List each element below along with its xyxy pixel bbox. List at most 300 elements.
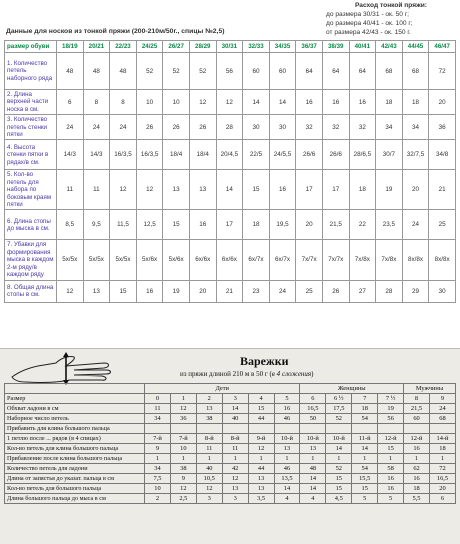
socks-table (4, 40, 456, 303)
socks-row-label: 4. Высота стенки пятки в рядах/в см. (5, 140, 57, 170)
socks-cell: 26 (322, 280, 349, 302)
shoe-size-label: размер обуви (5, 41, 57, 53)
mittens-cell: 48 (300, 464, 326, 474)
mittens-cell: 10-й (274, 434, 300, 444)
socks-cell: 18 (243, 210, 270, 240)
mittens-cell: 14-й (429, 434, 455, 444)
socks-cell: 10 (136, 90, 163, 115)
mittens-row-label: Кол-во петель для большого пальца (5, 484, 145, 494)
mitten-size: 1 (170, 394, 196, 404)
mittens-cell: 1 (248, 454, 274, 464)
socks-cell: 30 (243, 115, 270, 140)
socks-header-row (5, 41, 456, 53)
mittens-cell: 15 (326, 474, 352, 484)
mitten-size: 3 (222, 394, 248, 404)
socks-cell: 20/4,5 (216, 140, 243, 170)
size-label: Размер (5, 394, 145, 404)
mitten-size: 7 ½ (378, 394, 404, 404)
mitten-size: 2 (196, 394, 222, 404)
mittens-cell: 13 (196, 404, 222, 414)
socks-cell: 5x/5x (83, 240, 110, 280)
mittens-table (4, 383, 456, 504)
socks-row-label: 6. Длина стопы до мыска в см. (5, 210, 57, 240)
mittens-cell: 72 (429, 464, 455, 474)
socks-cell: 14 (243, 90, 270, 115)
mitten-size: 0 (145, 394, 171, 404)
socks-row-label: 5. Кол-во петель для набора по боковым краям пятки (5, 170, 57, 210)
mittens-cell: 42 (222, 464, 248, 474)
mittens-table-row (5, 484, 456, 494)
socks-cell: 15 (243, 170, 270, 210)
mittens-cell: 1 (404, 454, 430, 464)
shoe-size-18-19: 18/19 (57, 41, 84, 53)
socks-cell: 30/7 (376, 140, 403, 170)
socks-cell: 19,5 (269, 210, 296, 240)
shoe-size-44-45: 44/45 (402, 41, 429, 53)
mittens-cell: 56 (378, 414, 404, 424)
mittens-cell: 11 (145, 404, 171, 414)
mittens-cell: 15 (352, 484, 378, 494)
mitten-size: 7 (352, 394, 378, 404)
mittens-row-label: Количество петель для ладони (5, 464, 145, 474)
mittens-cell: 19 (378, 404, 404, 414)
mittens-cell: 46 (274, 414, 300, 424)
mittens-cell: 16 (274, 404, 300, 414)
mitten-size: 6 ½ (326, 394, 352, 404)
socks-cell: 12 (189, 90, 216, 115)
mittens-cell: 3 (196, 494, 222, 504)
socks-cell: 32 (349, 115, 376, 140)
socks-cell: 16 (349, 90, 376, 115)
mittens-cell: 1 (378, 454, 404, 464)
mittens-cell: 20 (429, 484, 455, 494)
mittens-cell: 10 (170, 444, 196, 454)
mittens-cell: 1 (222, 454, 248, 464)
mittens-table-row (5, 414, 456, 424)
mittens-cell: 44 (248, 464, 274, 474)
mittens-cell (404, 424, 430, 434)
socks-cell: 16 (136, 280, 163, 302)
mittens-cell: 1 (300, 454, 326, 464)
socks-row-label: 3. Количество петель стенки пятки (5, 115, 57, 140)
mittens-row-label: Наборное число петель (5, 414, 145, 424)
mittens-cell: 62 (404, 464, 430, 474)
shoe-size-34-35: 34/35 (269, 41, 296, 53)
socks-cell: 12 (136, 170, 163, 210)
mittens-cell: 14 (222, 404, 248, 414)
mittens-cell: 16,5 (300, 404, 326, 414)
socks-cell: 12,5 (136, 210, 163, 240)
socks-cell: 15 (110, 280, 137, 302)
mittens-subtitle: из пряжи длиной 210 м в 50 г (в 4 сложения) (180, 370, 314, 378)
mittens-cell: 17,5 (326, 404, 352, 414)
socks-cell: 10 (163, 90, 190, 115)
socks-row-label: 8. Общая длина стопы в см. (5, 280, 57, 302)
socks-cell: 32 (322, 115, 349, 140)
group-children: Дети (145, 384, 300, 394)
size-header-cell (5, 384, 145, 394)
socks-cell: 28/6,5 (349, 140, 376, 170)
mittens-cell: 10 (145, 484, 171, 494)
mittens-cell: 13,5 (274, 474, 300, 484)
socks-cell: 28 (216, 115, 243, 140)
mittens-cell: 10,5 (196, 474, 222, 484)
socks-cell: 22 (349, 210, 376, 240)
mittens-cell: 13 (248, 484, 274, 494)
socks-cell: 32/7,5 (402, 140, 429, 170)
shoe-size-42-43: 42/43 (376, 41, 403, 53)
socks-cell: 68 (402, 53, 429, 90)
shoe-size-24-25: 24/25 (136, 41, 163, 53)
mitten-size: 6 (300, 394, 326, 404)
mittens-cell: 2 (145, 494, 171, 504)
socks-cell: 8 (83, 90, 110, 115)
mittens-cell: 12 (170, 484, 196, 494)
mittens-cell: 9 (145, 444, 171, 454)
socks-cell: 18 (349, 170, 376, 210)
mittens-cell: 5 (352, 494, 378, 504)
mittens-cell: 4,5 (326, 494, 352, 504)
mittens-cell: 12 (170, 404, 196, 414)
socks-table-title: Данные для носков из тонкой пряжи (200-210м/50г., спицы №2,5) (6, 28, 225, 35)
mittens-title: Варежки (240, 354, 289, 368)
mittens-cell: 14 (326, 444, 352, 454)
socks-cell: 30 (269, 115, 296, 140)
mittens-cell: 36 (170, 414, 196, 424)
socks-cell: 7x/8x (349, 240, 376, 280)
shoe-size-22-23: 22/23 (110, 41, 137, 53)
mittens-section (0, 348, 460, 544)
socks-cell: 24 (110, 115, 137, 140)
socks-cell: 36 (429, 115, 456, 140)
mittens-cell: 50 (300, 414, 326, 424)
socks-cell: 28 (376, 280, 403, 302)
shoe-size-20-21: 20/21 (83, 41, 110, 53)
socks-cell: 11 (57, 170, 84, 210)
shoe-size-46-47: 46/47 (429, 41, 456, 53)
socks-cell: 20 (296, 210, 323, 240)
socks-cell: 8,5 (57, 210, 84, 240)
socks-cell: 16 (322, 90, 349, 115)
socks-cell: 20 (189, 280, 216, 302)
socks-cell: 5x/6x (163, 240, 190, 280)
mittens-cell: 3 (222, 494, 248, 504)
mittens-row-label: Длина большого пальца до мыса в см (5, 494, 145, 504)
socks-cell: 12 (57, 280, 84, 302)
socks-cell: 14 (269, 90, 296, 115)
mittens-cell: 60 (404, 414, 430, 424)
yarn-note-title: Расход тонкой пряжи: (355, 2, 427, 9)
mittens-cell: 18 (352, 404, 378, 414)
mittens-cell: 52 (326, 464, 352, 474)
mittens-cell: 7,5 (145, 474, 171, 484)
mittens-cell: 4 (300, 494, 326, 504)
socks-cell: 14/3 (57, 140, 84, 170)
mittens-cell: 15,5 (352, 474, 378, 484)
socks-cell: 16 (269, 170, 296, 210)
socks-cell: 23,5 (376, 210, 403, 240)
socks-cell: 8x/8x (429, 240, 456, 280)
shoe-size-36-37: 36/37 (296, 41, 323, 53)
shoe-size-38-39: 38/39 (322, 41, 349, 53)
mittens-cell: 38 (170, 464, 196, 474)
group-women: Женщины (300, 384, 404, 394)
socks-row-label: 7. Убавки для формирования мыска в каждом 2-м ряду/в каждом ряду (5, 240, 57, 280)
socks-table-row (5, 240, 456, 280)
mittens-cell (248, 424, 274, 434)
yarn-consumption-note (326, 1, 456, 37)
mittens-cell (326, 424, 352, 434)
mittens-cell: 1 (196, 454, 222, 464)
mittens-table-row (5, 464, 456, 474)
socks-cell: 13 (189, 170, 216, 210)
mittens-cell: 16 (378, 484, 404, 494)
mittens-row-label: 1 петлю после ... рядов (в 4 спицах) (5, 434, 145, 444)
socks-cell: 6 (57, 90, 84, 115)
hand-measure-illustration (4, 351, 124, 385)
mittens-cell: 16,5 (429, 474, 455, 484)
socks-table-row (5, 140, 456, 170)
socks-table-row (5, 90, 456, 115)
mittens-cell: 1 (352, 454, 378, 464)
group-men: Мужчины (404, 384, 456, 394)
mittens-cell (378, 424, 404, 434)
socks-cell: 25 (296, 280, 323, 302)
mittens-cell: 16 (404, 474, 430, 484)
mittens-cell: 52 (326, 414, 352, 424)
socks-cell: 20 (429, 90, 456, 115)
socks-cell: 16 (296, 90, 323, 115)
socks-cell: 60 (269, 53, 296, 90)
mittens-cell: 10-й (300, 434, 326, 444)
shoe-size-28-29: 28/29 (189, 41, 216, 53)
mittens-table-row (5, 494, 456, 504)
mittens-cell (145, 424, 171, 434)
mittens-table-row (5, 444, 456, 454)
mittens-table-row (5, 454, 456, 464)
socks-cell: 52 (163, 53, 190, 90)
mittens-cell (352, 424, 378, 434)
mittens-table-row (5, 474, 456, 484)
mittens-cell: 54 (352, 414, 378, 424)
mittens-cell: 9 (170, 474, 196, 484)
mittens-cell: 44 (248, 414, 274, 424)
mittens-cell: 13 (274, 444, 300, 454)
mittens-cell: 2,5 (170, 494, 196, 504)
mittens-cell: 46 (274, 464, 300, 474)
mittens-cell: 4 (274, 494, 300, 504)
socks-cell: 29 (402, 280, 429, 302)
shoe-size-30-31: 30/31 (216, 41, 243, 53)
socks-cell: 11,5 (110, 210, 137, 240)
socks-cell: 19 (163, 280, 190, 302)
socks-cell: 24 (402, 210, 429, 240)
mittens-cell: 1 (429, 454, 455, 464)
mittens-table-row (5, 434, 456, 444)
mitten-size: 8 (404, 394, 430, 404)
socks-cell: 5x/5x (57, 240, 84, 280)
mittens-cell: 16 (404, 444, 430, 454)
mittens-cell: 14 (274, 484, 300, 494)
mittens-cell: 40 (222, 414, 248, 424)
socks-cell: 15 (163, 210, 190, 240)
socks-cell: 20 (402, 170, 429, 210)
socks-cell: 13 (163, 170, 190, 210)
mittens-cell: 12 (196, 484, 222, 494)
socks-cell: 24 (83, 115, 110, 140)
mittens-cell: 15 (326, 484, 352, 494)
mittens-row-label: Длина от запястья до указат. пальца в см (5, 474, 145, 484)
socks-cell: 17 (296, 170, 323, 210)
socks-cell: 26/6 (322, 140, 349, 170)
mittens-cell: 14 (300, 484, 326, 494)
mittens-cell (300, 424, 326, 434)
mittens-table-row (5, 424, 456, 434)
mittens-cell: 6 (429, 494, 455, 504)
socks-cell: 48 (57, 53, 84, 90)
mittens-cell: 40 (196, 464, 222, 474)
mittens-row-label: Обхват ладони в см (5, 404, 145, 414)
socks-cell: 34 (402, 115, 429, 140)
mittens-cell: 1 (274, 454, 300, 464)
mittens-row-label: Прибавление после клина большого пальца (5, 454, 145, 464)
mittens-cell: 58 (378, 464, 404, 474)
mittens-cell: 54 (352, 464, 378, 474)
socks-table-row (5, 280, 456, 302)
socks-cell: 11 (83, 170, 110, 210)
mittens-cell: 5,5 (404, 494, 430, 504)
mittens-cell: 3,5 (248, 494, 274, 504)
socks-cell: 24/5,5 (269, 140, 296, 170)
socks-table-row (5, 170, 456, 210)
socks-cell: 7x/8x (376, 240, 403, 280)
socks-cell: 64 (322, 53, 349, 90)
mitten-size: 5 (274, 394, 300, 404)
socks-cell: 6x/6x (216, 240, 243, 280)
socks-cell: 18/4 (189, 140, 216, 170)
mittens-cell: 11-й (352, 434, 378, 444)
mittens-cell: 8-й (222, 434, 248, 444)
mitten-size: 9 (429, 394, 455, 404)
socks-cell: 34/8 (429, 140, 456, 170)
mittens-cell: 16 (378, 474, 404, 484)
socks-cell: 64 (349, 53, 376, 90)
socks-cell: 22/5 (243, 140, 270, 170)
mittens-cell: 24 (429, 404, 455, 414)
mittens-cell: 7-й (170, 434, 196, 444)
socks-cell: 7x/7x (296, 240, 323, 280)
mittens-cell (429, 424, 455, 434)
socks-cell: 26 (189, 115, 216, 140)
shoe-size-40-41: 40/41 (349, 41, 376, 53)
mittens-cell: 38 (196, 414, 222, 424)
mittens-cell: 12 (222, 474, 248, 484)
socks-cell: 32 (296, 115, 323, 140)
socks-cell: 17 (216, 210, 243, 240)
mittens-row-label: Прибавить для клина большого пальца (5, 424, 145, 434)
socks-cell: 21,5 (322, 210, 349, 240)
yarn-note-line: до размера 30/31 - ок. 50 г; (326, 11, 409, 18)
shoe-size-26-27: 26/27 (163, 41, 190, 53)
mittens-cell: 18 (404, 484, 430, 494)
socks-cell: 16/3,5 (110, 140, 137, 170)
socks-cell: 8x/8x (402, 240, 429, 280)
socks-table-row (5, 210, 456, 240)
mittens-cell: 14 (352, 444, 378, 454)
socks-cell: 12 (216, 90, 243, 115)
yarn-note-line: от размера 42/43 - ок. 150 г. (326, 29, 411, 36)
socks-cell: 48 (110, 53, 137, 90)
mittens-cell: 5 (378, 494, 404, 504)
socks-cell: 17 (322, 170, 349, 210)
socks-cell: 60 (243, 53, 270, 90)
mittens-cell: 12-й (378, 434, 404, 444)
mittens-cell (222, 424, 248, 434)
socks-cell: 26 (163, 115, 190, 140)
mittens-cell: 14 (300, 474, 326, 484)
mittens-cell: 15 (378, 444, 404, 454)
socks-cell: 9,5 (83, 210, 110, 240)
mittens-cell: 15 (248, 404, 274, 414)
socks-cell: 52 (189, 53, 216, 90)
socks-cell: 26 (136, 115, 163, 140)
socks-cell: 6x/7x (269, 240, 296, 280)
socks-cell: 19 (376, 170, 403, 210)
mittens-cell: 10-й (326, 434, 352, 444)
socks-row-label: 1. Количество петель наборного ряда (5, 53, 57, 90)
socks-cell: 25 (429, 210, 456, 240)
socks-cell: 23 (243, 280, 270, 302)
socks-table-row (5, 53, 456, 90)
socks-cell: 6x/7x (243, 240, 270, 280)
mitten-size: 4 (248, 394, 274, 404)
socks-cell: 52 (136, 53, 163, 90)
mittens-cell: 13 (300, 444, 326, 454)
socks-cell: 8 (110, 90, 137, 115)
yarn-note-line: до размера 40/41 - ок. 100 г; (326, 20, 413, 27)
mittens-cell (274, 424, 300, 434)
socks-cell: 18/4 (163, 140, 190, 170)
mittens-cell: 7-й (145, 434, 171, 444)
socks-cell: 68 (376, 53, 403, 90)
mittens-cell: 1 (326, 454, 352, 464)
mittens-row-label: Кол-во петель для клина большого пальца (5, 444, 145, 454)
mittens-cell: 21,5 (404, 404, 430, 414)
socks-cell: 24 (269, 280, 296, 302)
socks-row-label: 2. Длина верхней части носка в см. (5, 90, 57, 115)
socks-table-row (5, 115, 456, 140)
mittens-cell: 9-й (248, 434, 274, 444)
mittens-cell: 34 (145, 414, 171, 424)
socks-cell: 21 (429, 170, 456, 210)
socks-cell: 64 (296, 53, 323, 90)
mittens-cell: 12-й (404, 434, 430, 444)
socks-cell: 7x/7x (322, 240, 349, 280)
socks-cell: 27 (349, 280, 376, 302)
mittens-cell: 13 (222, 484, 248, 494)
mittens-cell: 12 (248, 444, 274, 454)
mittens-cell: 1 (170, 454, 196, 464)
socks-cell: 18 (376, 90, 403, 115)
socks-cell: 18 (402, 90, 429, 115)
socks-cell: 56 (216, 53, 243, 90)
socks-cell: 16/3,5 (136, 140, 163, 170)
mittens-cell: 13 (248, 474, 274, 484)
socks-cell: 21 (216, 280, 243, 302)
socks-cell: 13 (83, 280, 110, 302)
mittens-cell: 8-й (196, 434, 222, 444)
socks-cell: 34 (376, 115, 403, 140)
